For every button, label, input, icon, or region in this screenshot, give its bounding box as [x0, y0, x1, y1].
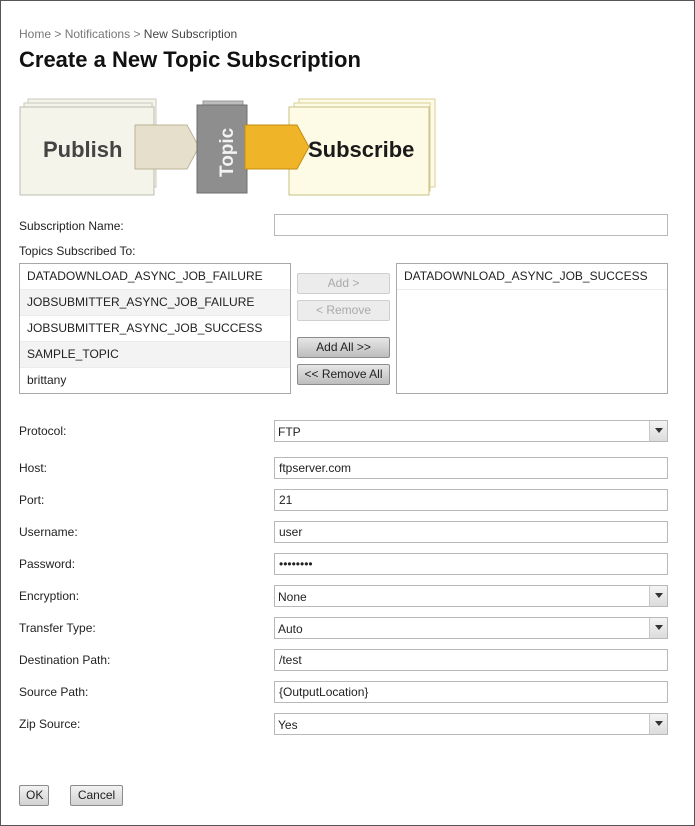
publish-arrow: [135, 125, 199, 169]
remove-all-button[interactable]: << Remove All: [297, 364, 390, 385]
breadcrumb-home-link[interactable]: Home: [19, 27, 52, 41]
breadcrumb-separator: >: [133, 27, 141, 41]
subscribe-arrow: [245, 125, 309, 169]
encryption-select[interactable]: [274, 585, 668, 607]
host-label: Host:: [19, 461, 48, 475]
breadcrumb-current: New Subscription: [143, 27, 238, 41]
available-topics-list[interactable]: [19, 263, 291, 394]
protocol-select[interactable]: [274, 420, 668, 442]
breadcrumb-notifications-link[interactable]: Notifications: [64, 27, 131, 41]
protocol-value: FTP: [278, 425, 301, 439]
zip-source-select[interactable]: [274, 713, 668, 735]
list-item[interactable]: DATADOWNLOAD_ASYNC_JOB_FAILURE: [20, 264, 290, 290]
source-path-label: Source Path:: [19, 685, 89, 699]
encryption-value: None: [278, 590, 307, 604]
zip-source-label: Zip Source:: [19, 717, 81, 731]
password-input[interactable]: [274, 553, 668, 575]
list-item[interactable]: SAMPLE_TOPIC: [20, 342, 290, 368]
ok-button[interactable]: OK: [19, 785, 49, 806]
subscribe-label: Subscribe: [308, 137, 415, 162]
list-item[interactable]: JOBSUBMITTER_ASYNC_JOB_SUCCESS: [20, 316, 290, 342]
transfer-type-select[interactable]: [274, 617, 668, 639]
chevron-down-icon[interactable]: [649, 714, 667, 734]
source-path-input[interactable]: [274, 681, 668, 703]
port-input[interactable]: [274, 489, 668, 511]
subscription-name-label: Subscription Name:: [19, 219, 124, 233]
destination-path-input[interactable]: [274, 649, 668, 671]
page-title: Create a New Topic Subscription: [19, 47, 361, 72]
chevron-down-icon[interactable]: [649, 586, 667, 606]
remove-button[interactable]: < Remove: [297, 300, 390, 321]
chevron-down-icon[interactable]: [649, 618, 667, 638]
topics-subscribed-label: Topics Subscribed To:: [19, 244, 136, 258]
list-item[interactable]: JOBSUBMITTER_ASYNC_JOB_FAILURE: [20, 290, 290, 316]
add-button[interactable]: Add >: [297, 273, 390, 294]
password-label: Password:: [19, 557, 76, 571]
host-input[interactable]: [274, 457, 668, 479]
transfer-type-value: Auto: [278, 622, 303, 636]
destination-path-label: Destination Path:: [19, 653, 111, 667]
add-all-button[interactable]: Add All >>: [297, 337, 390, 358]
cancel-button[interactable]: Cancel: [70, 785, 123, 806]
port-label: Port:: [19, 493, 45, 507]
subscription-name-input[interactable]: [274, 214, 668, 236]
topic-label: Topic: [217, 127, 238, 177]
list-item[interactable]: DATADOWNLOAD_ASYNC_JOB_SUCCESS: [397, 264, 667, 290]
publish-label: Publish: [43, 137, 123, 162]
username-input[interactable]: [274, 521, 668, 543]
protocol-label: Protocol:: [19, 424, 67, 438]
publish-topic-subscribe-banner: [19, 97, 439, 197]
chevron-down-icon[interactable]: [649, 421, 667, 441]
zip-source-value: Yes: [278, 718, 298, 732]
selected-topics-list[interactable]: [396, 263, 668, 394]
username-label: Username:: [19, 525, 78, 539]
transfer-type-label: Transfer Type:: [19, 621, 96, 635]
encryption-label: Encryption:: [19, 589, 80, 603]
list-item[interactable]: brittany: [20, 368, 290, 394]
breadcrumb-separator: >: [54, 27, 62, 41]
breadcrumb: [19, 27, 237, 41]
